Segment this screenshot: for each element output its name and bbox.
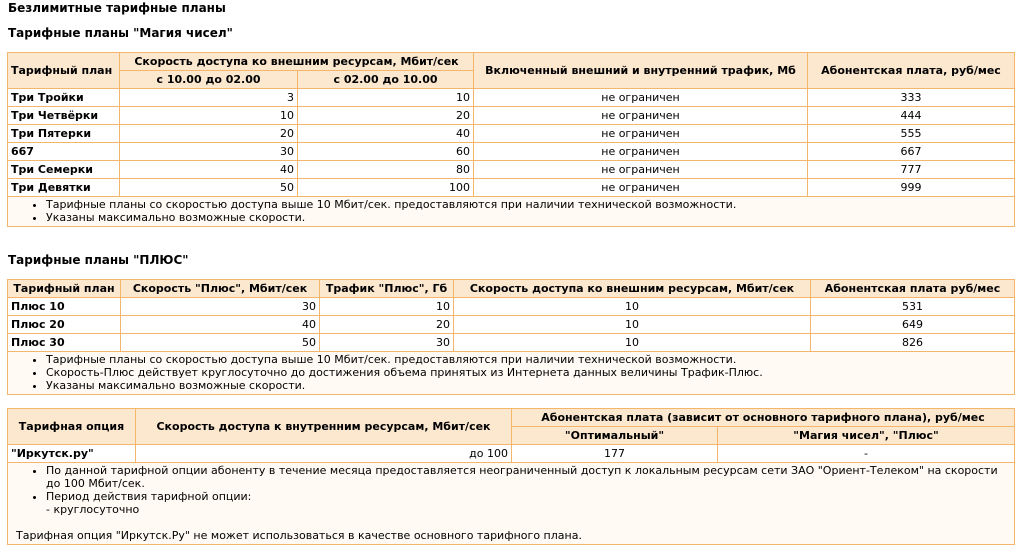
- plus-header-plan: Тарифный план: [8, 280, 121, 298]
- table-row: [8, 334, 1015, 352]
- plan-name: Три Пятерки: [8, 125, 120, 143]
- plus-header-traffic-plus: Трафик "Плюс", Гб: [320, 280, 454, 298]
- plus-plans-table: [7, 279, 1015, 395]
- magic-header-day: с 10.00 до 02.00: [120, 71, 298, 89]
- plan-traffic: не ограничен: [474, 143, 808, 161]
- plan-fee: 444: [808, 107, 1015, 125]
- plan-traffic: не ограничен: [474, 125, 808, 143]
- plan-name: Три Семерки: [8, 161, 120, 179]
- table-row: [8, 298, 1015, 316]
- magic-header-night: с 02.00 до 10.00: [298, 71, 474, 89]
- magic-header-plan: Тарифный план: [8, 53, 120, 89]
- plan-fee: 531: [811, 298, 1015, 316]
- plan-night-speed: 100: [298, 179, 474, 197]
- option-header-fee: Абонентская плата (зависит от основного тарифного плана), руб/мес: [512, 409, 1015, 427]
- plan-fee: 667: [808, 143, 1015, 161]
- plan-fee: 649: [811, 316, 1015, 334]
- plan-day-speed: 30: [120, 143, 298, 161]
- plan-day-speed: 3: [120, 89, 298, 107]
- plan-name: Плюс 20: [8, 316, 121, 334]
- page-title: Безлимитные тарифные планы: [8, 1, 226, 15]
- option-header-speed: Скорость доступа к внутренним ресурсам, Мбит/сек: [136, 409, 512, 445]
- note-item: • Указаны максимально возможные скорости.: [46, 211, 1010, 224]
- option-header-optimal: "Оптимальный": [512, 427, 718, 445]
- plan-speed-plus: 40: [121, 316, 320, 334]
- note-period-value: - круглосуточно: [46, 503, 140, 516]
- note-item: • По данной тарифной опции абоненту в течение месяца предоставляется неограниченный доступ к локальным ресурсам сети ЗАО "Ориент-Телеком" на скорости до 100 Мбит/сек.: [46, 464, 1010, 490]
- magic-header-traffic: Включенный внешний и внутренний трафик, Мб: [474, 53, 808, 89]
- magic-section-title: Тарифные планы "Магия чисел": [8, 26, 233, 40]
- plan-speed-ext: 10: [454, 334, 811, 352]
- plan-fee: 555: [808, 125, 1015, 143]
- plan-name: Три Четвёрки: [8, 107, 120, 125]
- option-fee-optimal: 177: [512, 445, 718, 463]
- table-row: [8, 161, 1015, 179]
- plan-traffic: не ограничен: [474, 107, 808, 125]
- note-item: • Указаны максимально возможные скорости.: [46, 379, 1010, 392]
- plan-traffic: не ограничен: [474, 89, 808, 107]
- magic-plans-table: [7, 52, 1015, 227]
- plan-name: Три Тройки: [8, 89, 120, 107]
- plus-header-row: [8, 280, 1015, 298]
- plan-day-speed: 10: [120, 107, 298, 125]
- plan-night-speed: 40: [298, 125, 474, 143]
- plan-speed-plus: 50: [121, 334, 320, 352]
- plan-day-speed: 50: [120, 179, 298, 197]
- magic-notes: [8, 197, 1015, 227]
- plan-speed-ext: 10: [454, 316, 811, 334]
- plus-header-speed-plus: Скорость "Плюс", Мбит/сек: [121, 280, 320, 298]
- option-fee-magic-plus: -: [718, 445, 1015, 463]
- option-header-row: [8, 409, 1015, 427]
- option-footnote: Тарифная опция "Иркутск.Ру" не может использоваться в качестве основного тарифного плана.: [16, 529, 582, 542]
- magic-header-speed: Скорость доступа ко внешним ресурсам, Мбит/сек: [120, 53, 474, 71]
- plan-day-speed: 20: [120, 125, 298, 143]
- note-item: [46, 490, 1010, 516]
- plus-notes: [8, 352, 1015, 395]
- table-row: [8, 143, 1015, 161]
- table-row: [8, 125, 1015, 143]
- plan-traffic-plus: 30: [320, 334, 454, 352]
- plan-speed-plus: 30: [121, 298, 320, 316]
- plan-night-speed: 20: [298, 107, 474, 125]
- note-period-label: Период действия тарифной опции:: [46, 490, 252, 503]
- plan-name: Плюс 30: [8, 334, 121, 352]
- plan-traffic: не ограничен: [474, 161, 808, 179]
- notes-row: [8, 197, 1015, 227]
- plan-fee: 999: [808, 179, 1015, 197]
- option-notes: [8, 463, 1015, 545]
- option-name: "Иркутск.ру": [8, 445, 136, 463]
- table-row: [8, 445, 1015, 463]
- plan-traffic: не ограничен: [474, 179, 808, 197]
- note-item: • Тарифные планы со скоростью доступа выше 10 Мбит/сек. предоставляются при наличии технической возможности.: [46, 198, 1010, 211]
- plus-header-fee: Абонентская плата руб/мес: [811, 280, 1015, 298]
- plan-speed-ext: 10: [454, 298, 811, 316]
- plan-night-speed: 60: [298, 143, 474, 161]
- plan-night-speed: 10: [298, 89, 474, 107]
- plus-header-speed-ext: Скорость доступа ко внешним ресурсам, Мбит/сек: [454, 280, 811, 298]
- option-speed: до 100: [136, 445, 512, 463]
- notes-row: [8, 463, 1015, 545]
- plan-traffic-plus: 20: [320, 316, 454, 334]
- plan-name: 667: [8, 143, 120, 161]
- table-row: [8, 179, 1015, 197]
- table-row: [8, 316, 1015, 334]
- plan-fee: 333: [808, 89, 1015, 107]
- magic-header-fee: Абонентская плата, руб/мес: [808, 53, 1015, 89]
- table-row: [8, 107, 1015, 125]
- plan-name: Плюс 10: [8, 298, 121, 316]
- plan-fee: 826: [811, 334, 1015, 352]
- plus-section-title: Тарифные планы "ПЛЮС": [8, 253, 189, 267]
- notes-row: [8, 352, 1015, 395]
- note-item: • Тарифные планы со скоростью доступа выше 10 Мбит/сек. предоставляются при наличии технической возможности.: [46, 353, 1010, 366]
- option-header-magic-plus: "Магия чисел", "Плюс": [718, 427, 1015, 445]
- option-table: [7, 408, 1015, 545]
- plan-day-speed: 40: [120, 161, 298, 179]
- magic-header-row: [8, 53, 1015, 71]
- plan-fee: 777: [808, 161, 1015, 179]
- plan-name: Три Девятки: [8, 179, 120, 197]
- plan-traffic-plus: 10: [320, 298, 454, 316]
- plan-night-speed: 80: [298, 161, 474, 179]
- table-row: [8, 89, 1015, 107]
- note-item: • Скорость-Плюс действует круглосуточно до достижения объема принятых из Интернета данных величины Трафик-Плюс.: [46, 366, 1010, 379]
- option-header-option: Тарифная опция: [8, 409, 136, 445]
